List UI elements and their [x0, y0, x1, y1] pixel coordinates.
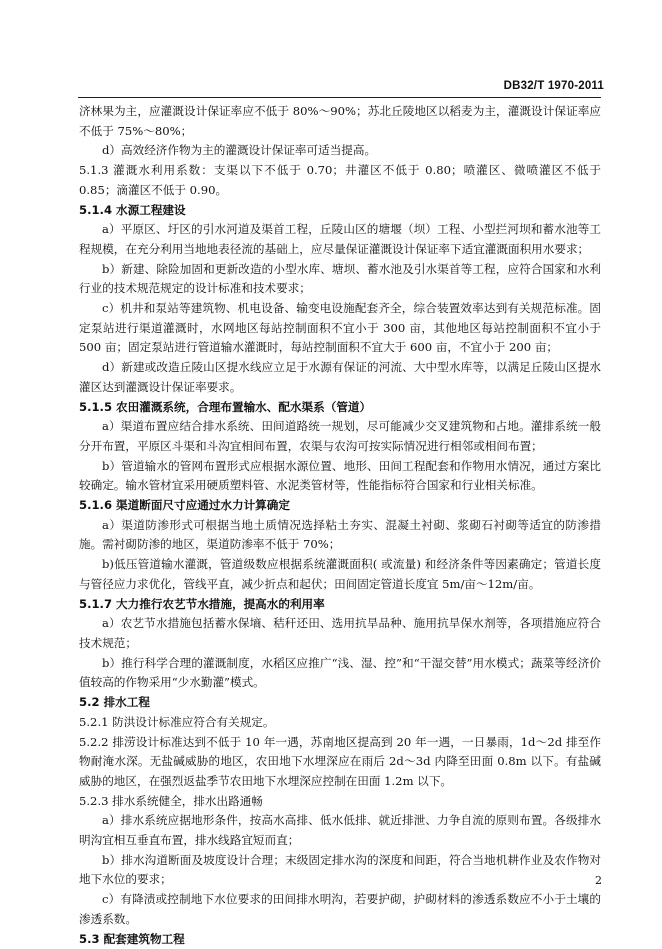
- paragraph: a）平原区、圩区的引水河道及渠首工程，丘陵山区的塘堰（坝）工程、小型拦河坝和蓄水池等工程规模，在充分利用当地地表径流的基础上，应尽量保证灌溉设计保证率下适宜灌溉面积用水要求；: [79, 222, 601, 256]
- paragraph: 5.2.3 排水系统健全，排水出路通畅: [79, 793, 263, 808]
- paragraph: 5.2.1 防洪设计标准应符合有关规定。: [79, 714, 275, 729]
- section-heading: 5.1.6 渠道断面尺寸应通过水力计算确定: [79, 498, 290, 513]
- paragraph: 济林果为主，应灌溉设计保证率应不低于 80%～90%；苏北丘陵地区以稻麦为主，灌溉设计保证率应不低于 75%～80%；: [79, 104, 601, 138]
- paragraph: 5.1.3 灌溉水利用系数：支渠以下不低于 0.70；井灌区不低于 0.80；喷灌区、微喷灌区不低于 0.85；滴灌区不低于 0.90。: [79, 163, 601, 197]
- paragraph: d）新建或改造丘陵山区提水线应立足于水源有保证的河流、大中型水库等，以满足丘陵山区提水灌区达到灌溉设计保证率要求。: [79, 360, 601, 394]
- document-code: DB32/T 1970-2011: [503, 80, 604, 92]
- section-heading: 5.1.5 农田灌溉系统，合理布置输水、配水渠系（管道）: [79, 399, 372, 414]
- paragraph: a）排水系统应据地形条件，按高水高排、低水低排、就近排泄、力争自流的原则布置。各级排水明沟宜相互垂直布置，排水线路宜短而直；: [79, 813, 601, 848]
- paragraph: b）推行科学合理的灌溉制度，水稻区应推广“浅、湿、控”和“干湿交替”用水模式；蔬菜等经济价值较高的作物采用“少水勤灌”模式。: [79, 655, 601, 690]
- section-heading: 5.1.7 大力推行农艺节水措施，提高水的利用率: [79, 596, 325, 611]
- header-rule: [78, 97, 601, 98]
- paragraph: b）管道输水的管网布置形式应根据水源位置、地形、田间工程配套和作物用水情况，通过方案比较确定。输水管材宜采用硬质塑料管、水泥类管材等，性能指标符合国家和行业相关标准。: [79, 458, 601, 493]
- paragraph: b）新建、除险加固和更新改造的小型水库、塘坝、蓄水池及引水渠首等工程，应符合国家和水利行业的技术规范规定的设计标准和技术要求；: [79, 261, 601, 296]
- paragraph: b)低压管道输水灌溉，管道级数应根据系统灌溉面积( 或流量) 和经济条件等因素确定；管道长度与管径应力求优化，管线平直，减少折点和起伏；田间固定管道长度宜 5m/亩～12m/亩。: [79, 557, 601, 591]
- section-heading: 5.3 配套建筑物工程: [79, 931, 185, 946]
- document-body: [79, 102, 601, 949]
- paragraph: a）渠道防渗形式可根据当地土质情况选择粘土夯实、混凝土衬砌、浆砌石衬砌等适宜的防渗措施。需衬砌防渗的地区，渠道防渗率不低于 70%；: [79, 517, 601, 552]
- section-heading: 5.1.4 水源工程建设: [79, 202, 186, 217]
- paragraph: c）机井和泵站等建筑物、机电设备、输变电设施配套齐全，综合装置效率达到有关规范标准。固定泵站进行渠道灌溉时，水网地区每站控制面积不宜小于 300 亩，其他地区每站控制面积不宜小于 500 亩；固定泵站进行管道输水灌溉时，每站控制面积不宜大于 600 亩，不宜小于 200 亩；: [79, 301, 601, 355]
- section-heading: 5.2 排水工程: [79, 695, 150, 710]
- paragraph: c）有降渍或控制地下水位要求的田间排水明沟，若要护砌，护砌材料的渗透系数应不小于土壤的渗透系数。: [79, 892, 601, 926]
- paragraph: 5.2.2 排涝设计标准达到不低于 10 年一遇，苏南地区提高到 20 年一遇，一日暴雨，1d～2d 排至作物耐淹水深。无盐碱威胁的地区，农田地下水埋深应在雨后 2d～3d 内降至田面 0.8m 以下。有盐碱威胁的地区，在强烈返盐季节农田地下水埋深应控制在田面 1.2m 以下。: [79, 734, 601, 788]
- paragraph: a）渠道布置应结合排水系统、田间道路统一规划，尽可能减少交叉建筑物和占地。灌排系统一般分开布置，平原区斗渠和斗沟宜相间布置，农渠与农沟可按实际情况进行相邻或相间布置；: [79, 419, 601, 453]
- paragraph: a）农艺节水措施包括蓄水保墒、秸秆还田、选用抗旱品种、施用抗旱保水剂等，各项措施应符合技术规范；: [79, 616, 601, 650]
- paragraph: d）高效经济作物为主的灌溉设计保证率可适当提高。: [102, 143, 377, 158]
- page-number: 2: [595, 874, 602, 887]
- paragraph: b）排水沟道断面及坡度设计合理；末级固定排水沟的深度和间距，符合当地机耕作业及农作物对地下水位的要求；: [79, 852, 601, 887]
